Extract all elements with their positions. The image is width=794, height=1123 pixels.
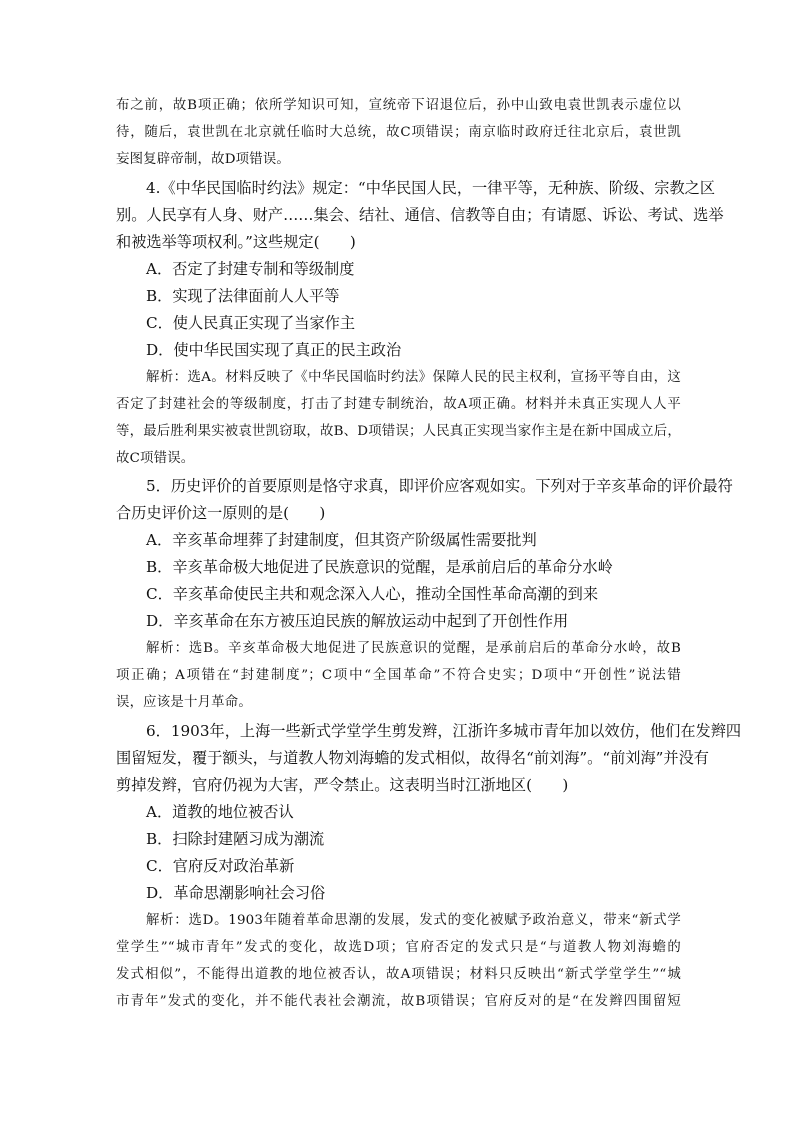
question-4-explanation-line-1: 解析：选A。材料反映了《中华民国临时约法》保障人民的民主权利，宣扬平等自由，这 bbox=[146, 370, 681, 385]
question-4-option-b: B．实现了法律面前人人平等 bbox=[146, 287, 340, 305]
question-6-stem-line-3: 剪掉发辫，官府仍视为大害，严令禁止。这表明当时江浙地区( ) bbox=[116, 776, 569, 794]
question-5-option-a: A．辛亥革命埋葬了封建制度，但其资产阶级属性需要批判 bbox=[146, 531, 537, 549]
question-6-option-b: B．扫除封建陋习成为潮流 bbox=[146, 830, 325, 848]
question-4-explanation-line-2: 否定了封建社会的等级制度，打击了封建专制统治，故A项正确。材料并未真正实现人人平 bbox=[116, 397, 681, 412]
question-4-stem-line-2: 别。人民享有人身、财产……集会、结社、通信、信教等自由；有请愿、诉讼、考试、选举 bbox=[116, 206, 724, 224]
question-5-stem-line-2: 合历史评价这一原则的是( ) bbox=[116, 504, 326, 522]
question-5-explanation-line-2: 项正确；A项错在“封建制度”；C项中“全国革命”不符合史实；D项中“开创性”说法错 bbox=[116, 668, 681, 683]
question-5-stem-line-1: 5．历史评价的首要原则是恪守求真，即评价应客观如实。下列对于辛亥革命的评价最符 bbox=[146, 477, 733, 495]
prev-explanation-line-2: 待，随后，袁世凯在北京就任临时大总统，故C项错误；南京临时政府迁往北京后，袁世凯 bbox=[116, 125, 681, 140]
question-6-option-d: D．革命思潮影响社会习俗 bbox=[146, 884, 326, 902]
question-6-option-c: C．官府反对政治革新 bbox=[146, 857, 295, 875]
question-5-option-c: C．辛亥革命使民主共和观念深入人心，推动全国性革命高潮的到来 bbox=[146, 585, 599, 603]
question-4-option-c: C．使人民真正实现了当家作主 bbox=[146, 314, 356, 332]
question-4-stem-line-1: 4.《中华民国临时约法》规定：“中华民国人民，一律平等，无种族、阶级、宗教之区 bbox=[146, 179, 716, 197]
question-4-option-a: A．否定了封建专制和等级制度 bbox=[146, 260, 355, 278]
question-6-explanation-line-1: 解析：选D。1903年随着革命思潮的发展，发式的变化被赋予政治意义，带来“新式学 bbox=[146, 913, 681, 928]
question-5-option-b: B．辛亥革命极大地促进了民族意识的觉醒，是承前启后的革命分水岭 bbox=[146, 558, 613, 576]
prev-explanation-line-1: 布之前，故B项正确；依所学知识可知，宣统帝下诏退位后，孙中山致电袁世凯表示虚位以 bbox=[116, 98, 681, 113]
question-6-option-a: A．道教的地位被否认 bbox=[146, 803, 294, 821]
question-6-explanation-line-4: 市青年”发式的变化，并不能代表社会潮流，故B项错误；官府反对的是“在发辫四围留短 bbox=[116, 994, 681, 1009]
question-4-explanation-line-4: 故C项错误。 bbox=[116, 451, 195, 466]
question-6-stem-line-1: 6．1903年，上海一些新式学堂学生剪发辫，江浙许多城市青年加以效仿，他们在发辫四 bbox=[146, 722, 742, 740]
question-4-explanation-line-3: 等，最后胜利果实被袁世凯窃取，故B、D项错误；人民真正实现当家作主是在新中国成立后， bbox=[116, 424, 681, 439]
question-5-option-d: D．辛亥革命在东方被压迫民族的解放运动中起到了开创性作用 bbox=[146, 612, 569, 630]
question-6-explanation-line-3: 发式相似”，不能得出道教的地位被否认，故A项错误；材料只反映出“新式学堂学生”“城 bbox=[116, 967, 681, 982]
question-6-explanation-line-2: 堂学生”“城市青年”发式的变化，故选D项；官府否定的发式只是“与道教人物刘海蟾的 bbox=[116, 940, 681, 955]
prev-explanation-line-3: 妄图复辟帝制，故D项错误。 bbox=[116, 152, 291, 167]
question-6-stem-line-2: 围留短发，覆于额头，与道教人物刘海蟾的发式相似，故得名“前刘海”。“前刘海”并没有 bbox=[116, 749, 709, 767]
question-5-explanation-line-1: 解析：选B。辛亥革命极大地促进了民族意识的觉醒，是承前启后的革命分水岭，故B bbox=[146, 641, 681, 656]
question-4-option-d: D．使中华民国实现了真正的民主政治 bbox=[146, 341, 402, 359]
question-5-explanation-line-3: 误，应该是十月革命。 bbox=[116, 695, 252, 710]
question-4-stem-line-3: 和被选举等项权利。”这些规定( ) bbox=[116, 233, 356, 251]
